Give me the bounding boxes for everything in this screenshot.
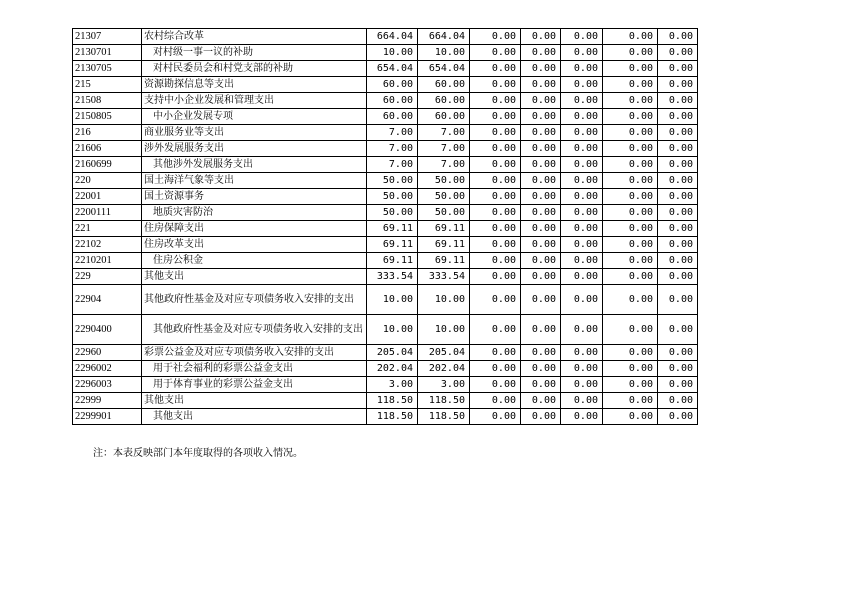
row-value: 0.00 — [658, 189, 698, 205]
row-value: 118.50 — [418, 409, 470, 425]
row-value: 0.00 — [561, 269, 603, 285]
row-code: 2290400 — [73, 315, 142, 345]
row-value: 0.00 — [561, 93, 603, 109]
row-value: 0.00 — [658, 205, 698, 221]
row-value: 0.00 — [521, 61, 561, 77]
table-row — [73, 205, 698, 221]
row-value: 0.00 — [658, 61, 698, 77]
table-row — [73, 93, 698, 109]
row-value: 0.00 — [603, 377, 658, 393]
row-value: 50.00 — [418, 173, 470, 189]
row-value: 0.00 — [658, 237, 698, 253]
row-value: 0.00 — [521, 93, 561, 109]
row-name: 资源勘探信息等支出 — [142, 77, 367, 93]
row-value: 0.00 — [470, 253, 521, 269]
row-value: 0.00 — [521, 253, 561, 269]
row-code: 2296003 — [73, 377, 142, 393]
row-value: 0.00 — [561, 237, 603, 253]
row-value: 0.00 — [658, 315, 698, 345]
row-value: 0.00 — [521, 205, 561, 221]
row-value: 0.00 — [470, 205, 521, 221]
row-name: 住房保障支出 — [142, 221, 367, 237]
row-value: 0.00 — [521, 189, 561, 205]
row-value: 205.04 — [367, 345, 418, 361]
table-row — [73, 269, 698, 285]
row-name: 商业服务业等支出 — [142, 125, 367, 141]
table-row — [73, 173, 698, 189]
row-value: 0.00 — [561, 141, 603, 157]
row-code: 2200111 — [73, 205, 142, 221]
row-value: 0.00 — [521, 409, 561, 425]
row-value: 0.00 — [658, 253, 698, 269]
row-name: 国土海洋气象等支出 — [142, 173, 367, 189]
table-row — [73, 393, 698, 409]
row-value: 0.00 — [658, 285, 698, 315]
row-code: 22102 — [73, 237, 142, 253]
row-value: 333.54 — [418, 269, 470, 285]
row-value: 0.00 — [658, 361, 698, 377]
row-value: 0.00 — [470, 61, 521, 77]
budget-income-table — [72, 28, 698, 425]
row-value: 0.00 — [470, 45, 521, 61]
row-value: 0.00 — [521, 315, 561, 345]
row-value: 0.00 — [470, 361, 521, 377]
row-value: 50.00 — [418, 205, 470, 221]
row-name: 彩票公益金及对应专项债务收入安排的支出 — [142, 345, 367, 361]
row-value: 0.00 — [603, 141, 658, 157]
row-code: 2296002 — [73, 361, 142, 377]
row-value: 69.11 — [367, 221, 418, 237]
row-value: 0.00 — [521, 377, 561, 393]
row-value: 0.00 — [470, 125, 521, 141]
row-code: 22001 — [73, 189, 142, 205]
row-value: 333.54 — [367, 269, 418, 285]
table-row — [73, 221, 698, 237]
table-row — [73, 61, 698, 77]
row-value: 0.00 — [470, 93, 521, 109]
row-name: 住房公积金 — [142, 253, 367, 269]
row-value: 202.04 — [367, 361, 418, 377]
row-value: 0.00 — [470, 345, 521, 361]
row-value: 0.00 — [470, 109, 521, 125]
row-name: 农村综合改革 — [142, 29, 367, 45]
table-row — [73, 361, 698, 377]
row-value: 0.00 — [603, 221, 658, 237]
table-body — [73, 29, 698, 425]
row-value: 0.00 — [470, 269, 521, 285]
row-value: 654.04 — [418, 61, 470, 77]
row-value: 0.00 — [521, 109, 561, 125]
row-value: 7.00 — [418, 157, 470, 173]
row-value: 7.00 — [418, 141, 470, 157]
row-value: 0.00 — [521, 45, 561, 61]
row-value: 0.00 — [603, 109, 658, 125]
row-value: 0.00 — [658, 221, 698, 237]
row-value: 0.00 — [603, 61, 658, 77]
row-name: 涉外发展服务支出 — [142, 141, 367, 157]
row-code: 2130701 — [73, 45, 142, 61]
row-value: 0.00 — [561, 377, 603, 393]
row-value: 664.04 — [418, 29, 470, 45]
row-value: 0.00 — [470, 285, 521, 315]
row-value: 0.00 — [603, 189, 658, 205]
row-value: 0.00 — [658, 157, 698, 173]
row-value: 10.00 — [418, 45, 470, 61]
row-value: 0.00 — [470, 315, 521, 345]
row-value: 0.00 — [470, 173, 521, 189]
row-value: 0.00 — [658, 269, 698, 285]
row-name: 用于体育事业的彩票公益金支出 — [142, 377, 367, 393]
table-row — [73, 141, 698, 157]
row-value: 50.00 — [367, 189, 418, 205]
row-value: 118.50 — [367, 393, 418, 409]
row-value: 0.00 — [470, 237, 521, 253]
row-value: 50.00 — [418, 189, 470, 205]
row-value: 0.00 — [521, 157, 561, 173]
row-value: 69.11 — [367, 237, 418, 253]
table-row — [73, 45, 698, 61]
row-value: 0.00 — [603, 409, 658, 425]
row-value: 0.00 — [561, 205, 603, 221]
row-value: 0.00 — [561, 77, 603, 93]
row-value: 0.00 — [603, 253, 658, 269]
row-value: 0.00 — [603, 205, 658, 221]
row-value: 0.00 — [561, 173, 603, 189]
row-name: 支持中小企业发展和管理支出 — [142, 93, 367, 109]
table-row — [73, 253, 698, 269]
row-code: 229 — [73, 269, 142, 285]
row-value: 0.00 — [470, 409, 521, 425]
row-value: 0.00 — [561, 345, 603, 361]
row-value: 0.00 — [603, 93, 658, 109]
row-code: 216 — [73, 125, 142, 141]
row-value: 0.00 — [561, 393, 603, 409]
row-value: 205.04 — [418, 345, 470, 361]
row-name: 用于社会福利的彩票公益金支出 — [142, 361, 367, 377]
row-value: 0.00 — [603, 173, 658, 189]
row-value: 0.00 — [658, 29, 698, 45]
row-value: 0.00 — [561, 253, 603, 269]
row-value: 60.00 — [418, 93, 470, 109]
table-row — [73, 409, 698, 425]
row-value: 0.00 — [561, 61, 603, 77]
row-value: 0.00 — [658, 141, 698, 157]
row-name: 中小企业发展专项 — [142, 109, 367, 125]
row-name: 其他支出 — [142, 393, 367, 409]
row-name: 对村民委员会和村党支部的补助 — [142, 61, 367, 77]
row-name: 其他政府性基金及对应专项债务收入安排的支出 — [142, 285, 367, 315]
row-value: 0.00 — [521, 269, 561, 285]
row-value: 0.00 — [561, 409, 603, 425]
table-row — [73, 109, 698, 125]
row-value: 50.00 — [367, 205, 418, 221]
table-row — [73, 285, 698, 315]
row-name: 对村级一事一议的补助 — [142, 45, 367, 61]
row-value: 0.00 — [561, 125, 603, 141]
row-value: 0.00 — [521, 29, 561, 45]
row-value: 60.00 — [367, 109, 418, 125]
row-value: 69.11 — [418, 221, 470, 237]
row-value: 0.00 — [470, 393, 521, 409]
row-value: 0.00 — [561, 315, 603, 345]
row-code: 22999 — [73, 393, 142, 409]
row-value: 0.00 — [561, 109, 603, 125]
row-value: 0.00 — [470, 157, 521, 173]
row-value: 10.00 — [418, 285, 470, 315]
row-value: 0.00 — [561, 157, 603, 173]
row-value: 0.00 — [521, 285, 561, 315]
row-value: 0.00 — [561, 45, 603, 61]
row-value: 3.00 — [367, 377, 418, 393]
row-value: 3.00 — [418, 377, 470, 393]
row-value: 118.50 — [367, 409, 418, 425]
row-value: 0.00 — [658, 173, 698, 189]
row-value: 0.00 — [521, 77, 561, 93]
row-value: 0.00 — [658, 393, 698, 409]
row-value: 0.00 — [561, 221, 603, 237]
table-row — [73, 157, 698, 173]
row-value: 50.00 — [367, 173, 418, 189]
row-value: 69.11 — [367, 253, 418, 269]
row-value: 0.00 — [603, 315, 658, 345]
row-value: 0.00 — [521, 141, 561, 157]
row-value: 0.00 — [603, 285, 658, 315]
row-name: 其他政府性基金及对应专项债务收入安排的支出 — [142, 315, 367, 345]
row-value: 0.00 — [658, 109, 698, 125]
row-value: 0.00 — [470, 77, 521, 93]
row-value: 118.50 — [418, 393, 470, 409]
row-value: 0.00 — [521, 237, 561, 253]
row-value: 10.00 — [367, 285, 418, 315]
row-value: 60.00 — [367, 77, 418, 93]
table-row — [73, 237, 698, 253]
row-value: 60.00 — [418, 77, 470, 93]
row-value: 10.00 — [367, 315, 418, 345]
row-value: 10.00 — [367, 45, 418, 61]
table-row — [73, 345, 698, 361]
row-value: 0.00 — [603, 393, 658, 409]
row-value: 0.00 — [603, 77, 658, 93]
row-value: 10.00 — [418, 315, 470, 345]
table-row — [73, 377, 698, 393]
row-value: 0.00 — [603, 45, 658, 61]
row-value: 202.04 — [418, 361, 470, 377]
row-code: 2150805 — [73, 109, 142, 125]
row-value: 0.00 — [603, 29, 658, 45]
row-value: 7.00 — [418, 125, 470, 141]
row-name: 其他支出 — [142, 409, 367, 425]
row-value: 0.00 — [603, 269, 658, 285]
row-value: 0.00 — [658, 377, 698, 393]
row-value: 60.00 — [367, 93, 418, 109]
row-value: 0.00 — [521, 393, 561, 409]
row-code: 215 — [73, 77, 142, 93]
row-value: 0.00 — [561, 285, 603, 315]
row-value: 0.00 — [658, 45, 698, 61]
row-code: 22904 — [73, 285, 142, 315]
row-value: 0.00 — [470, 29, 521, 45]
row-value: 0.00 — [561, 189, 603, 205]
row-code: 2299901 — [73, 409, 142, 425]
row-value: 7.00 — [367, 141, 418, 157]
row-name: 其他支出 — [142, 269, 367, 285]
row-value: 0.00 — [561, 29, 603, 45]
row-value: 0.00 — [470, 141, 521, 157]
row-name: 其他涉外发展服务支出 — [142, 157, 367, 173]
row-code: 2210201 — [73, 253, 142, 269]
row-value: 0.00 — [470, 189, 521, 205]
row-code: 22960 — [73, 345, 142, 361]
row-value: 0.00 — [521, 125, 561, 141]
row-value: 0.00 — [658, 409, 698, 425]
row-value: 69.11 — [418, 237, 470, 253]
row-value: 69.11 — [418, 253, 470, 269]
row-code: 21606 — [73, 141, 142, 157]
row-code: 221 — [73, 221, 142, 237]
row-value: 7.00 — [367, 125, 418, 141]
row-value: 0.00 — [603, 237, 658, 253]
row-value: 0.00 — [521, 221, 561, 237]
row-value: 0.00 — [521, 173, 561, 189]
row-value: 0.00 — [658, 345, 698, 361]
row-value: 664.04 — [367, 29, 418, 45]
row-value: 7.00 — [367, 157, 418, 173]
row-value: 0.00 — [521, 361, 561, 377]
row-name: 国土资源事务 — [142, 189, 367, 205]
row-value: 60.00 — [418, 109, 470, 125]
table-row — [73, 29, 698, 45]
row-value: 0.00 — [603, 157, 658, 173]
row-value: 0.00 — [561, 361, 603, 377]
row-code: 2130705 — [73, 61, 142, 77]
row-value: 0.00 — [603, 125, 658, 141]
row-name: 地质灾害防治 — [142, 205, 367, 221]
row-value: 0.00 — [603, 345, 658, 361]
row-code: 21307 — [73, 29, 142, 45]
row-code: 220 — [73, 173, 142, 189]
table-row — [73, 315, 698, 345]
table-note: 注：本表反映部门本年度取得的各项收入情况。 — [93, 448, 303, 459]
row-value: 654.04 — [367, 61, 418, 77]
row-value: 0.00 — [521, 345, 561, 361]
row-value: 0.00 — [658, 93, 698, 109]
row-value: 0.00 — [470, 221, 521, 237]
row-code: 2160699 — [73, 157, 142, 173]
table-row — [73, 77, 698, 93]
table-row — [73, 189, 698, 205]
row-value: 0.00 — [658, 125, 698, 141]
row-code: 21508 — [73, 93, 142, 109]
table-row — [73, 125, 698, 141]
row-value: 0.00 — [658, 77, 698, 93]
row-value: 0.00 — [470, 377, 521, 393]
row-name: 住房改革支出 — [142, 237, 367, 253]
row-value: 0.00 — [603, 361, 658, 377]
